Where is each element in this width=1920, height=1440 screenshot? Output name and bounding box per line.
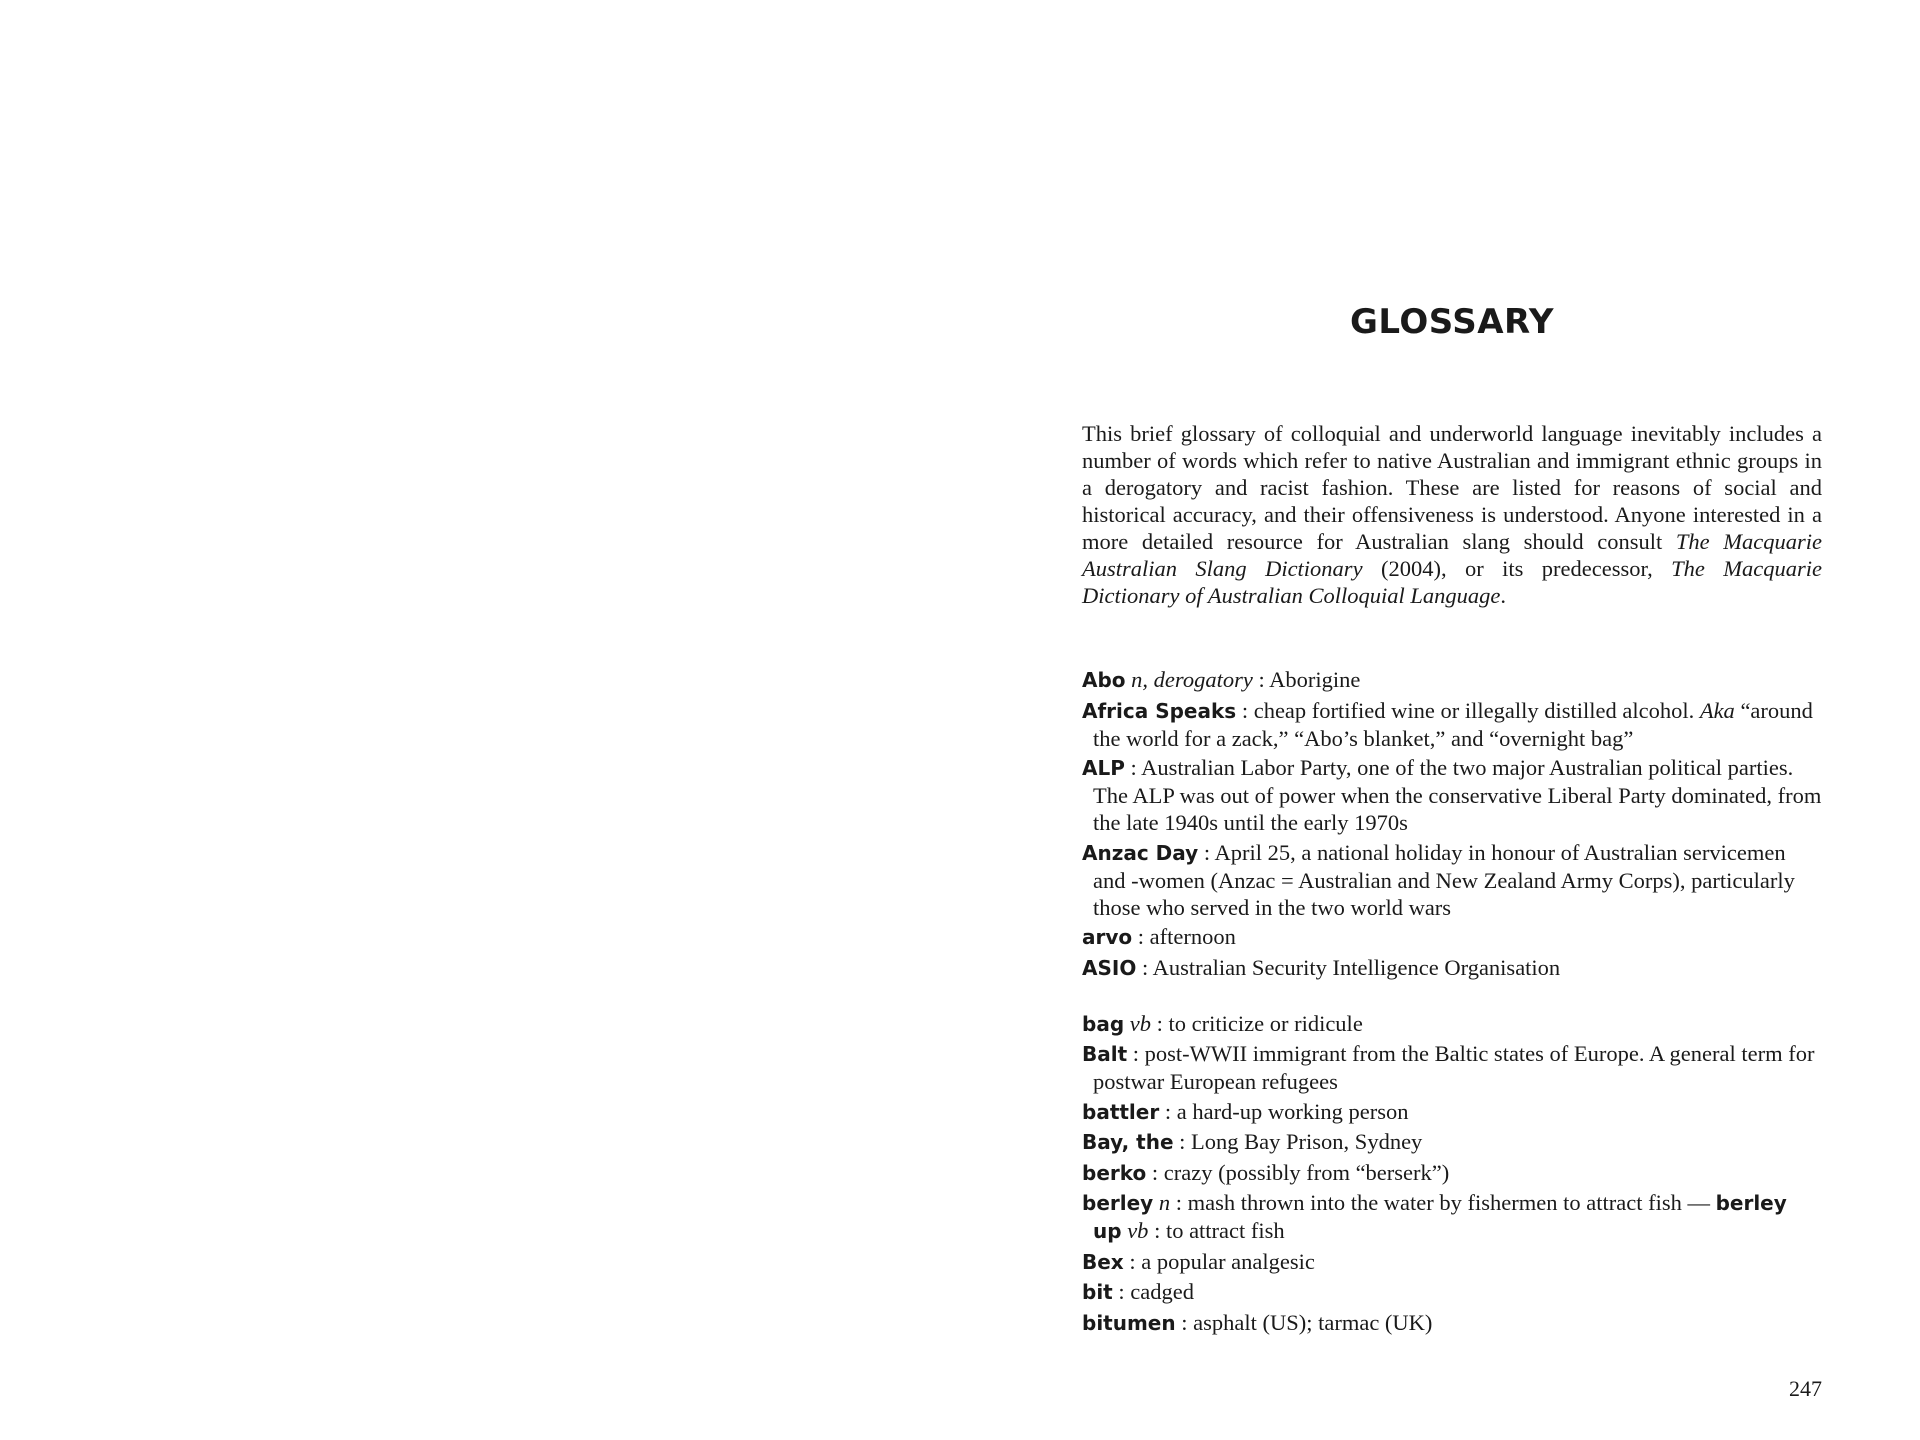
entry-definition: : mash thrown into the water by fishermen to attract fish — (1170, 1190, 1716, 1215)
glossary-entry-bay-the (1082, 1128, 1822, 1156)
entry-definition: : cheap fortified wine or illegally distilled alcohol. (1236, 697, 1700, 723)
entry-term: Bex (1082, 1249, 1124, 1274)
entry-term: bit (1082, 1280, 1113, 1304)
entry-subpos: vb (1121, 1218, 1149, 1243)
glossary-entry-bit (1082, 1278, 1822, 1306)
entry-definition: : crazy (possibly from “berserk”) (1146, 1159, 1450, 1185)
page-title: GLOSSARY (1350, 302, 1554, 342)
glossary-entry-berko (1082, 1159, 1822, 1187)
entry-subdefinition: : to attract fish (1148, 1218, 1285, 1243)
glossary-entry-alp (1082, 754, 1822, 836)
glossary-entry-arvo (1082, 923, 1822, 951)
entry-term: arvo (1082, 925, 1133, 949)
entry-term: ALP (1082, 756, 1125, 780)
entry-definition: : Aborigine (1252, 667, 1361, 692)
glossary-entry-asio (1082, 954, 1822, 982)
glossary-group-a (1082, 666, 1822, 982)
glossary-entry-bitumen (1082, 1309, 1822, 1337)
glossary-entry-battler (1082, 1098, 1822, 1126)
intro-text-2: (2004), or its predecessor, (1362, 556, 1672, 581)
entry-definition: : post-WWII immigrant from the Baltic states of Europe. A general term for postwar European refugees (1093, 1041, 1815, 1094)
entry-term: battler (1082, 1099, 1160, 1124)
entry-term: Balt (1082, 1042, 1128, 1066)
glossary-group-b (1082, 1010, 1822, 1337)
entry-definition-continued: “around the world for a zack,” “Abo’s blanket,” and “overnight bag” (1093, 697, 1813, 751)
entry-definition: : April 25, a national holiday in honour of Australian servicemen and -women (Anzac = Australian and New Zealand Army Corps), particularly those who served in the two world wars (1093, 839, 1795, 920)
entry-term: Anzac Day (1082, 840, 1199, 865)
entry-aka: Aka (1699, 697, 1735, 723)
entry-definition: : a popular analgesic (1123, 1248, 1315, 1274)
intro-book-title-1: The Macquarie Australian Slang Dictionary (1082, 529, 1822, 581)
glossary-entry-abo (1082, 666, 1822, 694)
glossary-entry-balt (1082, 1040, 1822, 1095)
entry-term: berley (1082, 1191, 1154, 1215)
entry-definition: : afternoon (1132, 924, 1236, 949)
entry-term: ASIO (1082, 955, 1137, 980)
page-number: 247 (1789, 1376, 1822, 1401)
entry-pos: n (1153, 1190, 1171, 1215)
entry-term: Africa Speaks (1082, 698, 1237, 723)
entry-definition: : Australian Security Intelligence Organisation (1136, 954, 1561, 980)
entry-subterm: berley up (1093, 1191, 1787, 1243)
entry-term: bitumen (1082, 1310, 1176, 1335)
glossary-entry-berley (1082, 1189, 1822, 1245)
glossary-intro (1082, 420, 1822, 609)
entry-definition: : cadged (1112, 1279, 1194, 1304)
glossary-entry-africa-speaks (1082, 697, 1822, 752)
entry-pos: n, derogatory (1125, 667, 1253, 692)
entry-definition: : a hard-up working person (1159, 1098, 1409, 1124)
entry-term: Bay, the (1082, 1130, 1174, 1154)
entry-definition: : to criticize or ridicule (1151, 1010, 1363, 1036)
entry-definition: : Australian Labor Party, one of the two major Australian political parties. The ALP was out of power when the conservative Liberal Party dominated, from the late 1940s until the early 1970s (1093, 755, 1822, 835)
glossary-entry-bag (1082, 1010, 1822, 1038)
entry-term: bag (1082, 1011, 1125, 1036)
entry-definition: : Long Bay Prison, Sydney (1173, 1129, 1423, 1154)
entry-pos: vb (1124, 1010, 1152, 1036)
intro-book-title-2: The Macquarie Dictionary of Australian Colloquial Language (1082, 556, 1823, 608)
intro-text-3: . (1500, 583, 1506, 608)
entry-term: berko (1082, 1160, 1147, 1185)
entry-definition: : asphalt (US); tarmac (UK) (1175, 1309, 1433, 1335)
entry-term: Abo (1082, 668, 1126, 692)
intro-text-1: This brief glossary of colloquial and underworld language inevitably includes a number of words which refer to native Australian and immigrant ethnic groups in a derogatory and racist fashion. These are listed for reasons of social and historical accuracy, and their offensiveness is understood. Anyone interested in a more detailed resource for Australian slang should consult (1082, 421, 1822, 554)
glossary-entry-bex (1082, 1248, 1822, 1276)
glossary-entry-anzac-day (1082, 839, 1822, 921)
glossary-list (1082, 666, 1822, 1339)
